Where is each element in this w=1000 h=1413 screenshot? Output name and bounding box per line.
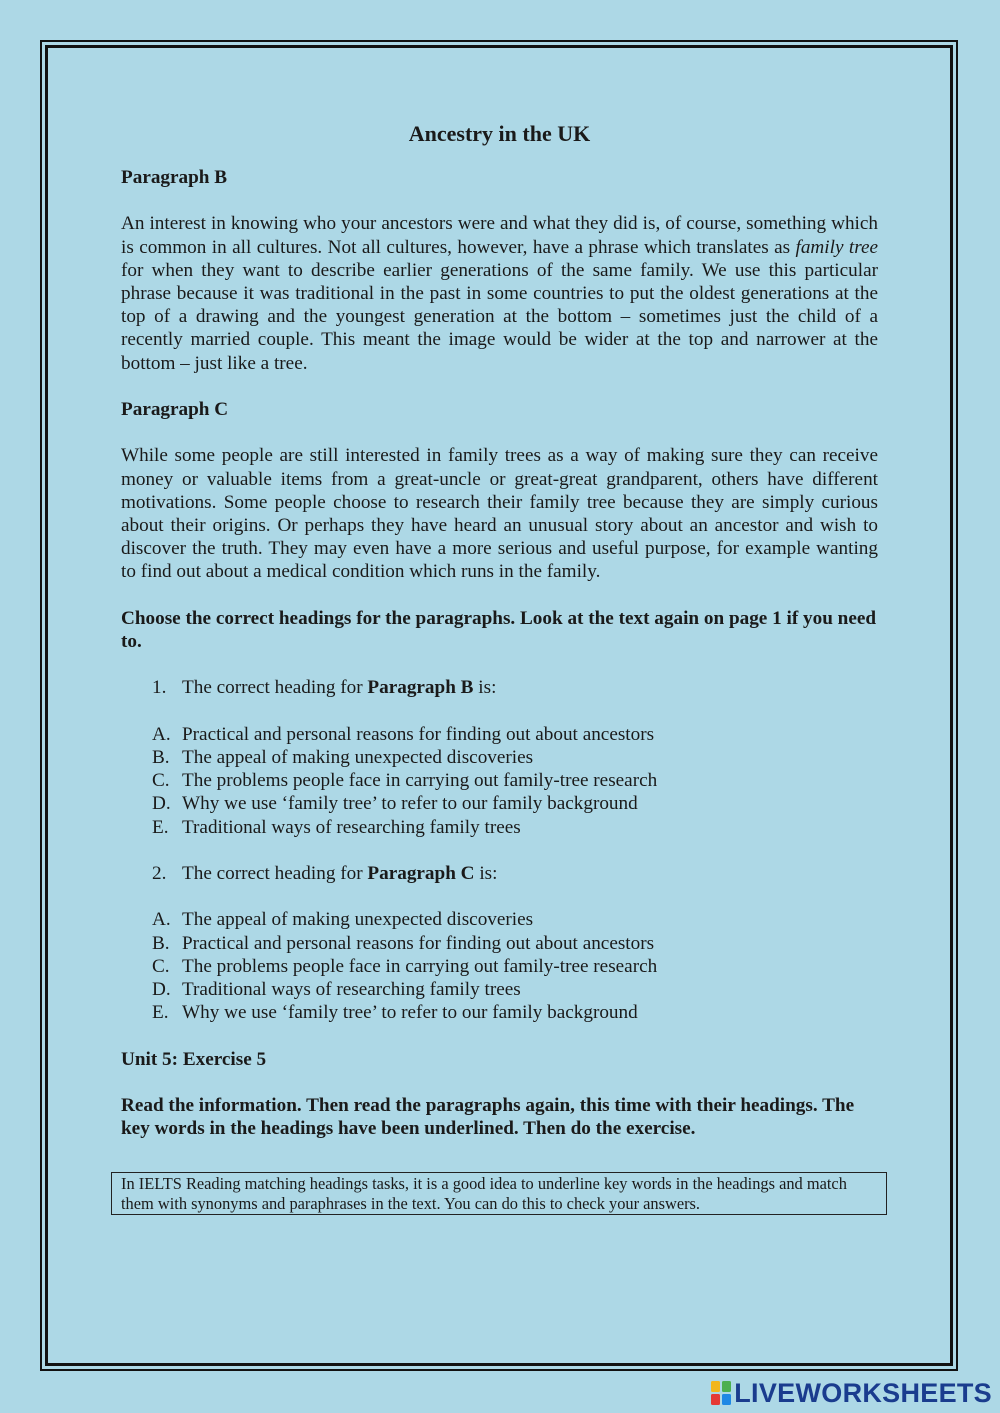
question-number: 1. [152,677,167,699]
paragraph-b-italic-term: family tree [795,236,878,258]
worksheet-content [121,118,878,1140]
question-prefix: The correct heading for [182,677,368,699]
option-text: Why we use ‘family tree’ to refer to our family background [182,1002,638,1024]
option-text: Traditional ways of researching family trees [182,816,521,838]
liveworksheets-logo-icon [710,1380,732,1406]
option-letter: D. [152,978,171,1000]
option-item[interactable] [121,955,878,978]
question-prefix: The correct heading for [182,862,368,884]
option-letter: A. [152,909,171,931]
question-paragraph-ref: Paragraph B [367,677,474,699]
page-title: Ancestry in the UK [408,121,591,146]
question-paragraph-ref: Paragraph C [367,862,475,884]
option-letter: C. [152,955,170,977]
option-text: Practical and personal reasons for finding out about ancestors [182,723,655,745]
option-letter: E. [152,816,169,838]
paragraph-c-text: While some people are still interested in family trees as a way of making sure they can receive money or valuable items from a great-uncle or great-great grandparent, others have different motivations. Some people choose to research their family tree because they are simply curious about their origins. Or perhaps they have heard an unusual story about an ancestor and wish to discover the truth. They may even have a more serious and useful purpose, for example wanting to find out about a medical condition which runs in the family. [121,445,878,583]
question-1-prompt [121,676,878,699]
option-letter: D. [152,793,171,815]
question-suffix: is: [473,677,497,699]
read-instruction: Read the information. Then read the paragraphs again, this time with their headings. The key words in the headings have been underlined. Then do the exercise. [121,1094,855,1140]
option-text: Practical and personal reasons for finding out about ancestors [182,932,655,954]
option-text: The problems people face in carrying out family-tree research [182,955,658,977]
option-letter: A. [152,723,171,745]
logo-text: LIVEWORKSHEETS [734,1377,992,1408]
question-2-prompt [121,862,878,885]
option-item[interactable] [121,932,878,955]
option-letter: E. [152,1002,169,1024]
question-2 [121,862,878,1024]
question-number: 2. [152,862,167,884]
option-letter: B. [152,746,170,768]
option-item[interactable] [121,1001,878,1024]
option-text: Traditional ways of researching family trees [182,978,521,1000]
option-text: The appeal of making unexpected discoveries [182,909,534,931]
option-item[interactable] [121,746,878,769]
option-text: The appeal of making unexpected discoveries [182,746,534,768]
paragraph-b-text-before: An interest in knowing who your ancestors were and what they did is, of course, something which is common in all cultures. Not all cultures, however, have a phrase which translates as [121,213,878,258]
unit-heading: Unit 5: Exercise 5 [121,1048,267,1070]
liveworksheets-logo[interactable] [710,1377,992,1409]
option-letter: C. [152,770,170,792]
option-letter: B. [152,932,170,954]
option-item[interactable] [121,816,878,839]
option-item[interactable] [121,769,878,792]
paragraph-b-text [121,212,878,374]
option-item[interactable] [121,792,878,815]
option-item[interactable] [121,908,878,931]
instruction: Choose the correct headings for the paragraphs. Look at the text again on page 1 if you need to. [121,607,877,652]
question-1 [121,676,878,838]
option-text: The problems people face in carrying out family-tree research [182,770,658,792]
tip-box: In IELTS Reading matching headings tasks, it is a good idea to underline key words in the headings and match them with synonyms and paraphrases in the text. You can do this to check your answers. [111,1172,887,1215]
option-item[interactable] [121,723,878,746]
option-item[interactable] [121,978,878,1001]
option-text: Why we use ‘family tree’ to refer to our family background [182,793,638,815]
paragraph-b-heading: Paragraph B [121,167,228,188]
paragraph-c-heading: Paragraph C [121,399,229,420]
paragraph-b-text-after: for when they want to describe earlier generations of the same family. We use this particular phrase because it was traditional in the past in some countries to put the oldest generations at the top of a drawing and the youngest generation at the bottom – sometimes just the child of a recently married couple. This meant the image would be wider at the top and narrower at the bottom – just like a tree. [121,259,878,374]
question-suffix: is: [474,862,498,884]
